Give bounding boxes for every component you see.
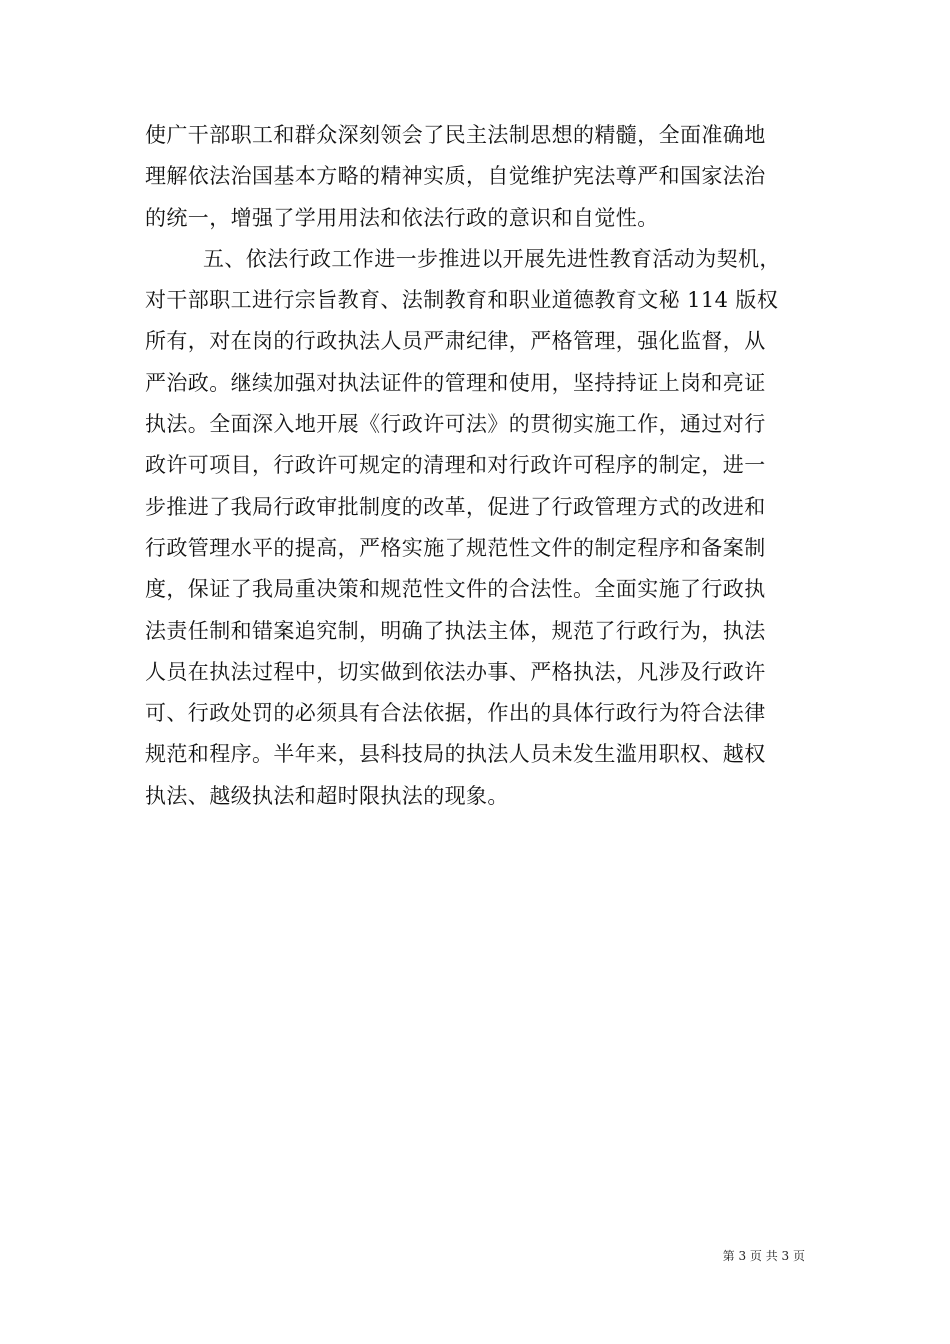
paragraph-line: 的统一，增强了学用用法和依法行政的意识和自觉性。: [145, 205, 659, 230]
page-number-footer: 第 3 页 共 3 页: [722, 1249, 805, 1263]
paragraph-line: 使广干部职工和群众深刻领会了民主法制思想的精髓，全面准确地: [145, 123, 766, 147]
paragraph-line: 人员在执法过程中，切实做到依法办事、严格执法，凡涉及行政许: [145, 659, 766, 684]
paragraph-line: 五、依法行政工作进一步推进以开展先进性教育活动为契机，: [203, 246, 781, 271]
paragraph-line: 可、行政处罚的必须具有合法依据，作出的具体行政行为符合法律: [145, 701, 766, 726]
paragraph-line: 对干部职工进行宗旨教育、法制教育和职业道德教育文秘 114 版权: [145, 288, 779, 313]
paragraph-line: 规范和程序。半年来，县科技局的执法人员未发生滥用职权、越权: [145, 742, 766, 767]
paragraph-line: 理解依法治国基本方略的精神实质，自觉维护宪法尊严和国家法治: [145, 164, 766, 189]
paragraph-2: [145, 239, 810, 817]
paragraph-line: 度，保证了我局重决策和规范性文件的合法性。全面实施了行政执: [145, 577, 766, 602]
paragraph-line: 严治政。继续加强对执法证件的管理和使用，坚持持证上岗和亮证: [145, 370, 766, 395]
paragraph-line: 步推进了我局行政审批制度的改革，促进了行政管理方式的改进和: [145, 494, 766, 519]
paragraph-line: 政许可项目，行政许可规定的清理和对行政许可程序的制定，进一: [145, 453, 766, 478]
paragraph-line: 法责任制和错案追究制，明确了执法主体，规范了行政行为，执法: [145, 618, 766, 643]
paragraph-line: 所有，对在岗的行政执法人员严肃纪律，严格管理，强化监督，从: [145, 329, 766, 354]
paragraph-line: 执法、越级执法和超时限执法的现象。: [145, 783, 509, 808]
paragraph-line: 行政管理水平的提高，严格实施了规范性文件的制定程序和备案制: [145, 535, 766, 560]
paragraph-1: [145, 115, 810, 239]
document-body: [145, 115, 810, 817]
paragraph-line: 执法。全面深入地开展《行政许可法》的贯彻实施工作，通过对行: [145, 412, 766, 437]
